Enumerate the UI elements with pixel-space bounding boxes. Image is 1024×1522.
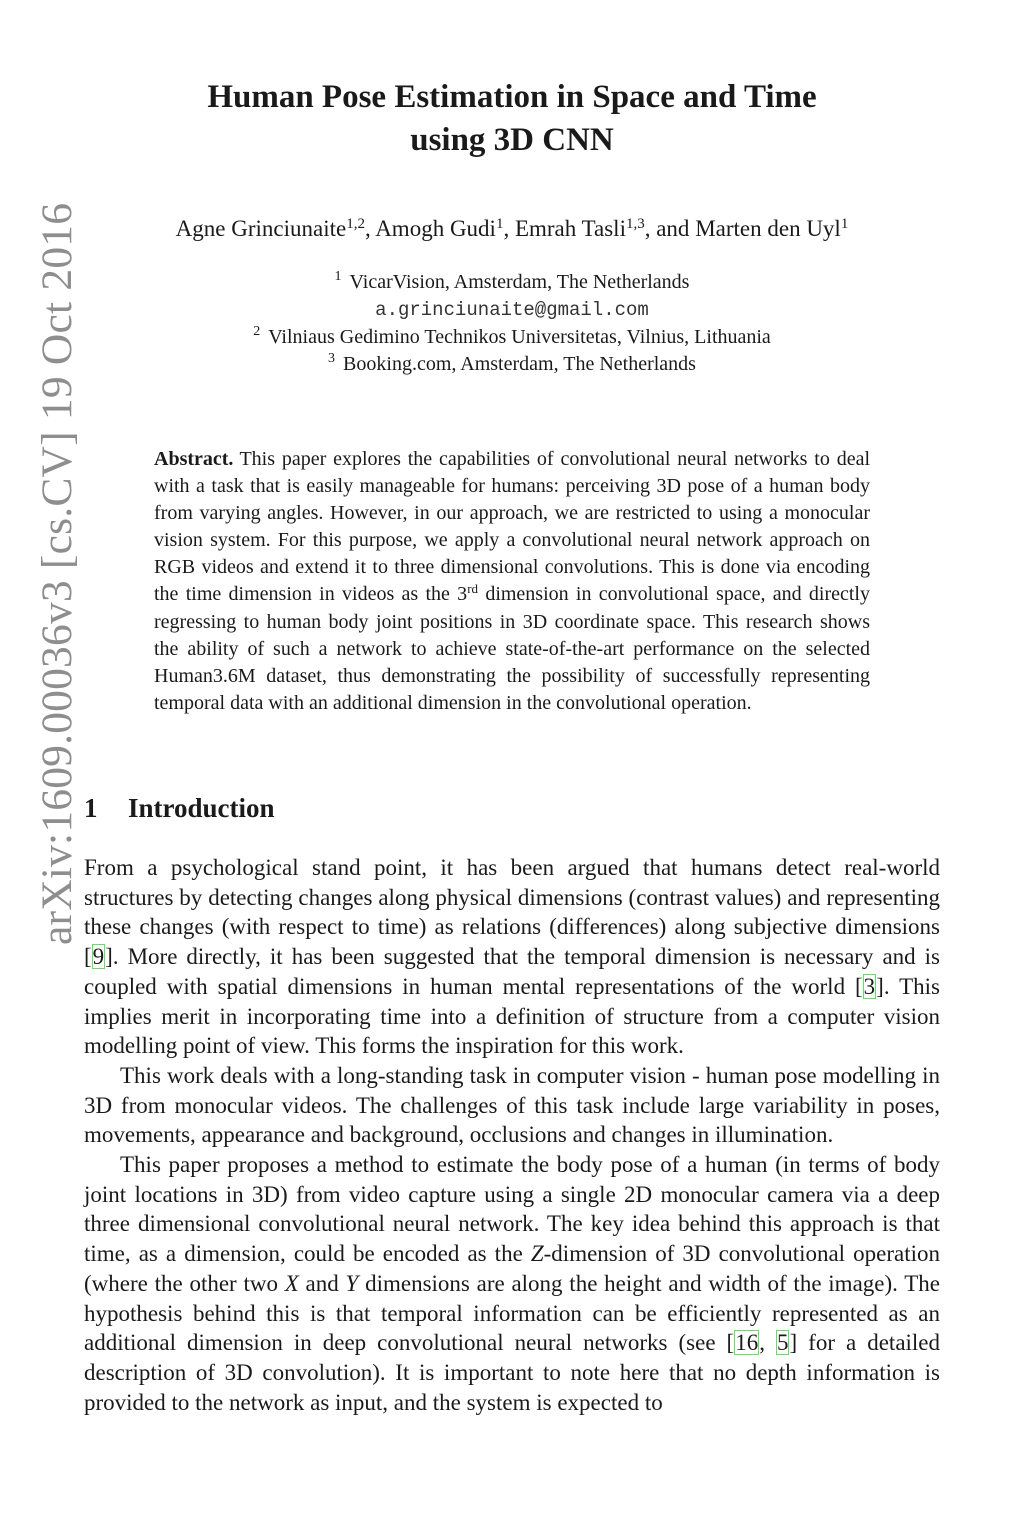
paragraph-2: This work deals with a long-standing task in computer vision - human pose modelling in 3D from monocular videos. The challenges of this task include large variability in poses, movements, appearance and background, occlusions and changes in illumination. [84, 1062, 940, 1148]
text-run: This paper proposes a method to estimate the body pose of a human (in terms of body joint locations in 3D) from video capture using a single 2D monocular camera via a deep three dimensional convolutional neural network. The key idea behind this approach is that time, as a dimension, could be encoded as the [84, 1152, 940, 1267]
affiliation-number: 3 [328, 351, 336, 366]
section-title: Introduction [128, 793, 275, 823]
text-run: ] for a detailed description of 3D convolution). It is important to note here that no depth information is provided to the network as input, and the system is expected to [84, 1330, 941, 1415]
author-name: Agne Grinciunaite [175, 216, 347, 241]
abstract-text-cont: dimension in convolutional space, and directly regressing to human body joint positions in 3D coordinate space. This research shows the ability of such a network to achieve state-of-the-art performance on the selected Human3.6M dataset, thus demonstrating the possibility of successfully representing temporal data with an additional dimension in the convolutional operation. [154, 583, 870, 714]
author-affil: 1,2 [346, 216, 365, 232]
citation-link[interactable]: 16 [735, 1330, 759, 1356]
text-run: From a psychological stand point, it has been argued that humans detect real-world structures by detecting changes along physical dimensions (contrast values) and representing these changes (with respect to time) as relations (differences) along subjective dimensions [ [84, 855, 940, 970]
author-name: Amogh Gudi [375, 216, 496, 241]
author-affil: 1 [495, 216, 504, 232]
author-name: Marten den Uyl [695, 216, 841, 241]
affiliation-text: Booking.com, Amsterdam, The Netherlands [343, 353, 696, 375]
author-affil: 1,3 [625, 216, 645, 232]
text-run: dimensions are along the height and width of the image). The hypothesis behind this is that temporal information can be efficiently represented as an additional dimension in deep convolutional neural networks (see [ [84, 1270, 940, 1356]
math-variable: Y [345, 1270, 359, 1296]
paragraph-3 [84, 1150, 940, 1417]
section-number: 1 [84, 793, 98, 823]
text-run: and [298, 1270, 346, 1296]
paragraph-1 [84, 853, 940, 1061]
author-email[interactable]: a.grinciunaite@gmail.com [375, 299, 649, 321]
ordinal-superscript: rd [467, 581, 479, 597]
affiliation-3 [150, 351, 874, 377]
title-line-1: Human Pose Estimation in Space and Time [207, 79, 817, 115]
title-line-2: using 3D CNN [410, 122, 614, 158]
affiliation-number: 1 [334, 269, 342, 284]
affiliation-number: 2 [253, 324, 261, 339]
affiliation-text: VicarVision, Amsterdam, The Netherlands [349, 271, 690, 293]
abstract-label: Abstract. [154, 448, 234, 470]
text-run: -dimension of 3D convolutional operation (where the other two [84, 1241, 940, 1296]
body-text [84, 853, 940, 1417]
author-list: Agne Grinciunaite$^{1,2}$, Amogh Gudi$^1$, Emrah Tasli$^{1,3}$, and Marten den Uyl$^1$ [175, 216, 849, 241]
author-name: Emrah Tasli [514, 216, 626, 241]
text-run: ]. More directly, it has been suggested that the temporal dimension is necessary and is coupled with spatial dimensions in human mental representations of the world [ [84, 944, 940, 999]
abstract-text: This paper explores the capabilities of convolutional neural networks to deal with a task that is easily manageable for humans: perceiving 3D pose of a human body from varying angles. However, in our approach, we are restricted to using a monocular vision system. For this purpose, we apply a convolutional neural network approach on RGB videos and extend it to three dimensional convolutions. This is done via encoding the time dimension in videos as the 3 [154, 448, 870, 606]
arxiv-stamp[interactable]: arXiv:1609.00036v3 [cs.CV] 19 Oct 2016 [33, 202, 81, 945]
paper-title [150, 76, 874, 162]
citation-link[interactable]: 9 [92, 944, 105, 970]
citation-link[interactable]: 5 [776, 1330, 789, 1356]
section-heading [84, 790, 275, 826]
affiliation-text: Vilniaus Gedimino Technikos Universitetas, Vilnius, Lithuania [268, 326, 771, 348]
math-variable: Z [530, 1241, 544, 1267]
affiliation-2 [150, 324, 874, 350]
author-affil: 1 [840, 216, 849, 232]
affiliation-1 [150, 269, 874, 295]
math-variable: X [284, 1270, 299, 1296]
text-run: ]. This implies merit in incorporating time into a definition of structure from a computer vision modelling point of view. This forms the inspiration for this work. [84, 973, 940, 1059]
abstract [154, 446, 870, 717]
text-run: , [759, 1330, 776, 1356]
citation-link[interactable]: 3 [863, 973, 876, 999]
